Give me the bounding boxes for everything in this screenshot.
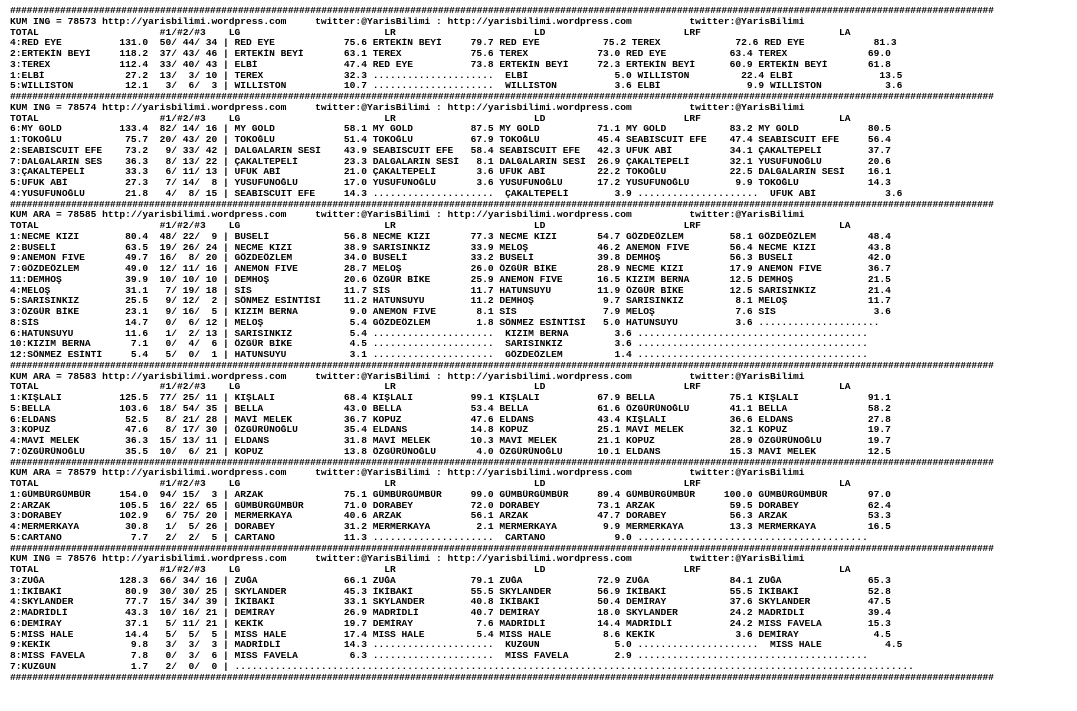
horse-row: 1:ELBİ 27.2 13/ 3/ 10 | TEREX 32.3 ..................... ELBİ 5.0 WILLISTON 22.4 ELBİ 13.5 xyxy=(10,70,903,81)
horse-row: 7:KUZGUN 1.7 2/ 0/ 0 | ...................................................................................................................... xyxy=(10,661,914,672)
horse-row: 1:NECME KIZI 80.4 48/ 22/ 9 | BUSELİ 56.8 NECME KIZI 77.3 NECME KIZI 54.7 GÖZDEÖZLEM 58.1 GÖZDEÖZLEM 48.4 xyxy=(10,231,891,242)
horse-row: 1:GÜMBÜRGÜMBÜR 154.0 94/ 15/ 3 | ARZAK 75.1 GÜMBÜRGÜMBÜR 99.0 GÜMBÜRGÜMBÜR 89.4 GÜMBÜRGÜMBÜR 100.0 GÜMBÜRGÜMBÜR 97.0 xyxy=(10,489,891,500)
race-header: KUM ARA = 78579 http://yarisbilimi.wordpress.com twitter:@YarisBilimi : http://yarisbilimi.wordpress.com twitter:@YarisBilimi xyxy=(10,468,805,479)
horse-row: 5:UFUK ABİ 27.3 7/ 14/ 8 | YUSUFUNOĞLU 17.0 YUSUFUNOĞLU 3.6 YUSUFUNOĞLU 17.2 YUSUFUNOĞLU 9.9 TOKOĞLU 14.3 xyxy=(10,178,891,188)
horse-row: 4:SKYLANDER 77.7 15/ 34/ 39 | İKİBAKİ 33.1 SKYLANDER 40.8 İKİBAKİ 50.4 DEMİRAY 37.6 SKYLANDER 47.5 xyxy=(10,597,891,608)
hash-divider: ################################################################################################################################################################################# xyxy=(10,6,994,16)
horse-row: 5:BELLA 103.6 18/ 54/ 35 | BELLA 43.0 BELLA 53.4 BELLA 61.6 ÖZGÜRÜNOĞLU 41.1 BELLA 58.2 xyxy=(10,403,891,414)
horse-row: 12:SÖNMEZ ESİNTİ 5.4 5/ 0/ 1 | HATUNSUYU 3.1 ..................... GÖZDEÖZLEM 1.4 ........................................ xyxy=(10,350,868,360)
horse-row: 4:MELOŞ 31.1 7/ 19/ 18 | SİS 11.7 SİS 11.7 HATUNSUYU 11.9 ÖZGÜR BİKE 12.5 SARISINKIZ 21.4 xyxy=(10,285,891,296)
horse-row: 5:MISS HALE 14.4 5/ 5/ 5 | MISS HALE 17.4 MISS HALE 5.4 MISS HALE 8.6 KEKİK 3.6 DEMİRAY 4.5 xyxy=(10,629,891,640)
horse-row: 2:BUSELİ 63.5 19/ 26/ 24 | NECME KIZI 38.9 SARISINKIZ 33.9 MELOŞ 46.2 ANEMON FIVE 56.4 NECME KIZI 43.8 xyxy=(10,242,891,253)
horse-row: 4:MERMERKAYA 30.8 1/ 5/ 26 | DORABEY 31.2 MERMERKAYA 2.1 MERMERKAYA 9.9 MERMERKAYA 13.3 MERMERKAYA 16.5 xyxy=(10,522,891,532)
horse-row: 1:TOKOĞLU 75.7 20/ 43/ 20 | TOKOĞLU 51.4 TOKOĞLU 67.9 TOKOĞLU 45.4 SEABISCUIT EFE 47.4 SEABISCUIT EFE 56.4 xyxy=(10,135,891,145)
hash-divider: ################################################################################################################################################################################# xyxy=(10,543,994,554)
hash-divider: ################################################################################################################################################################################# xyxy=(10,199,994,210)
hash-divider: ################################################################################################################################################################################# xyxy=(10,92,994,102)
column-header: TOTAL #1/#2/#3 LG LR LD LRF LA xyxy=(10,479,851,489)
horse-row: 6:HATUNSUYU 11.6 1/ 2/ 13 | SARISINKIZ 5.4 ..................... KIZIM BERNA 3.6 ........................................ xyxy=(10,328,868,339)
race-header: KUM ING = 78576 http://yarisbilimi.wordpress.com twitter:@YarisBilimi : http://yarisbilimi.wordpress.com twitter:@YarisBilimi xyxy=(10,554,805,565)
horse-row: 1:KIŞLALI 125.5 77/ 25/ 11 | KIŞLALI 68.4 KIŞLALI 99.1 KIŞLALI 67.9 BELLA 75.1 KIŞLALI 91.1 xyxy=(10,393,891,403)
horse-row: 5:CARTANO 7.7 2/ 2/ 5 | CARTANO 11.3 ..................... CARTANO 9.0 ........................................ xyxy=(10,532,868,543)
hash-divider: ################################################################################################################################################################################# xyxy=(10,457,994,468)
race-header: KUM ARA = 78585 http://yarisbilimi.wordpress.com twitter:@YarisBilimi : http://yarisbilimi.wordpress.com twitter:@YarisBilimi xyxy=(10,210,805,221)
horse-row: 3:KOPUZ 47.6 8/ 17/ 30 | ÖZGÜRÜNOĞLU 35.4 ELDANS 14.8 KOPUZ 25.1 MAVİ MELEK 32.1 KOPUZ 19.7 xyxy=(10,425,891,436)
horse-row: 4:MAVİ MELEK 36.3 15/ 13/ 11 | ELDANS 31.8 MAVİ MELEK 10.3 MAVİ MELEK 21.1 KOPUZ 28.9 ÖZGÜRÜNOĞLU 19.7 xyxy=(10,436,891,446)
horse-row: 7:DALGALARIN SES 36.3 8/ 13/ 22 | ÇAKALTEPELİ 23.3 DALGALARIN SESİ 8.1 DALGALARIN SESİ 26.9 ÇAKALTEPELİ 32.1 YUSUFUNOĞLU 20.6 xyxy=(10,156,891,167)
horse-row: 4:YUSUFUNOĞLU 21.8 4/ 8/ 15 | SEABISCUIT EFE 14.3 ..................... ÇAKALTEPELİ 3.9 ..................... UFUK ABİ 3.6 xyxy=(10,188,903,199)
horse-row: 7:GÖZDEÖZLEM 49.0 12/ 11/ 16 | ANEMON FIVE 28.7 MELOŞ 26.0 ÖZGÜR BİKE 28.9 NECME KIZI 17.9 ANEMON FIVE 36.7 xyxy=(10,264,891,274)
race-header: KUM ING = 78574 http://yarisbilimi.wordpress.com twitter:@YarisBilimi : http://yarisbilimi.wordpress.com twitter:@YarisBilimi xyxy=(10,102,805,113)
horse-row: 6:ELDANS 52.5 8/ 21/ 28 | MAVİ MELEK 36.7 KOPUZ 47.6 ELDANS 43.4 KIŞLALI 36.6 ELDANS 27.8 xyxy=(10,414,891,425)
horse-row: 3:ÖZGÜR BİKE 23.1 9/ 16/ 5 | KIZIM BERNA 9.0 ANEMON FIVE 8.1 SİS 7.9 MELOŞ 7.6 SİS 3.6 xyxy=(10,307,891,317)
horse-row: 3:ÇAKALTEPELİ 33.3 6/ 11/ 13 | UFUK ABİ 21.0 ÇAKALTEPELİ 3.6 UFUK ABİ 22.2 TOKOĞLU 22.5 DALGALARIN SESİ 16.1 xyxy=(10,167,891,178)
horse-row: 8:MISS FAVELA 7.8 0/ 3/ 6 | MISS FAVELA 6.3 ..................... MISS FAVELA 2.9 ........................................ xyxy=(10,651,868,661)
hash-divider: ################################################################################################################################################################################# xyxy=(10,672,994,683)
horse-row: 10:KIZIM BERNA 7.1 0/ 4/ 6 | ÖZGÜR BİKE 4.5 ..................... SARISINKIZ 3.6 ........................................ xyxy=(10,339,868,350)
horse-row: 5:WILLISTON 12.1 3/ 6/ 3 | WILLISTON 10.7 ..................... WILLISTON 3.6 ELBİ 9.9 WILLISTON 3.6 xyxy=(10,81,903,92)
horse-row: 2:MADRİDLİ 43.3 10/ 16/ 21 | DEMİRAY 26.9 MADRİDLİ 40.7 DEMİRAY 18.0 SKYLANDER 24.2 MADRİDLİ 39.4 xyxy=(10,608,891,618)
column-header: TOTAL #1/#2/#3 LG LR LD LRF LA xyxy=(10,382,851,393)
hash-divider: ################################################################################################################################################################################# xyxy=(10,360,994,371)
horse-row: 9:KEKİK 9.8 3/ 3/ 3 | MADRİDLİ 14.3 ..................... KUZGUN 5.0 ..................... MISS HALE 4.5 xyxy=(10,640,903,651)
horse-row: 7:ÖZGÜRÜNOĞLU 35.5 10/ 6/ 21 | KOPUZ 13.8 ÖZGÜRÜNOĞLU 4.0 ÖZGÜRÜNOĞLU 10.1 ELDANS 15.3 MAVİ MELEK 12.5 xyxy=(10,446,891,457)
column-header: TOTAL #1/#2/#3 LG LR LD LRF LA xyxy=(10,221,851,231)
race-header: KUM ING = 78573 http://yarisbilimi.wordpress.com twitter:@YarisBilimi : http://yarisbilimi.wordpress.com twitter:@YarisBilimi xyxy=(10,16,805,27)
horse-row: 8:SİS 14.7 0/ 6/ 12 | MELOŞ 5.4 GÖZDEÖZLEM 1.8 SÖNMEZ ESİNTİSİ 5.0 HATUNSUYU 3.6 ..................... xyxy=(10,317,880,328)
horse-row: 4:RED EYE 131.0 50/ 44/ 34 | RED EYE 75.6 ERTEKİN BEYİ 79.7 RED EYE 75.2 TEREX 72.6 RED EYE 81.3 xyxy=(10,38,897,49)
horse-row: 3:DORABEY 102.9 6/ 75/ 20 | MERMERKAYA 40.6 ARZAK 56.1 ARZAK 47.7 DORABEY 56.3 ARZAK 53.3 xyxy=(10,511,891,522)
race-header: KUM ARA = 78583 http://yarisbilimi.wordpress.com twitter:@YarisBilimi : http://yarisbilimi.wordpress.com twitter:@YarisBilimi xyxy=(10,371,805,382)
horse-row: 11:DEMHOŞ 39.9 10/ 10/ 10 | DEMHOŞ 20.6 ÖZGÜR BİKE 25.9 ANEMON FIVE 16.5 KIZIM BERNA 12.5 DEMHOŞ 21.5 xyxy=(10,274,891,285)
horse-row: 3:ZUĞA 128.3 66/ 34/ 16 | ZUĞA 66.1 ZUĞA 79.1 ZUĞA 72.9 ZUĞA 84.1 ZUĞA 65.3 xyxy=(10,575,891,586)
column-header: TOTAL #1/#2/#3 LG LR LD LRF LA xyxy=(10,113,851,124)
horse-row: 9:ANEMON FIVE 49.7 16/ 8/ 20 | GÖZDEÖZLEM 34.0 BUSELİ 33.2 BUSELİ 39.8 DEMHOŞ 56.3 BUSELİ 42.0 xyxy=(10,253,891,264)
horse-row: 3:TEREX 112.4 33/ 40/ 43 | ELBİ 47.4 RED EYE 73.8 ERTEKİN BEYİ 72.3 ERTEKİN BEYİ 60.9 ERTEKİN BEYİ 61.8 xyxy=(10,59,891,70)
column-header: TOTAL #1/#2/#3 LG LR LD LRF LA xyxy=(10,27,851,38)
horse-row: 1:İKİBAKİ 80.9 30/ 30/ 25 | SKYLANDER 45.3 İKİBAKİ 55.5 SKYLANDER 56.9 İKİBAKİ 55.5 İKİBAKİ 52.8 xyxy=(10,586,891,597)
horse-row: 2:ERTEKİN BEYİ 118.2 37/ 43/ 46 | ERTEKİN BEYİ 63.1 TEREX 75.6 TEREX 73.0 RED EYE 63.4 TEREX 69.0 xyxy=(10,49,891,59)
horse-row: 6:MY GOLD 133.4 82/ 14/ 16 | MY GOLD 58.1 MY GOLD 87.5 MY GOLD 71.1 MY GOLD 83.2 MY GOLD 80.5 xyxy=(10,124,891,135)
horse-row: 6:DEMİRAY 37.1 5/ 11/ 21 | KEKİK 19.7 DEMİRAY 7.6 MADRİDLİ 14.4 MADRİDLİ 24.2 MISS FAVELA 15.3 xyxy=(10,618,891,629)
horse-row: 2:ARZAK 105.5 16/ 22/ 65 | GÜMBÜRGÜMBÜR 71.0 DORABEY 72.0 DORABEY 73.1 ARZAK 59.5 DORABEY 62.4 xyxy=(10,500,891,511)
horse-row: 2:SEABISCUIT EFE 73.2 9/ 33/ 42 | DALGALARIN SESİ 43.9 SEABISCUIT EFE 58.4 SEABISCUIT EFE 42.3 UFUK ABİ 34.1 ÇAKALTEPELİ 37.7 xyxy=(10,145,891,156)
horse-row: 5:SARISINKIZ 25.5 9/ 12/ 2 | SÖNMEZ ESİNTİSİ 11.2 HATUNSUYU 11.2 DEMHOŞ 9.7 SARISINKIZ 8.1 MELOŞ 11.7 xyxy=(10,296,891,307)
column-header: TOTAL #1/#2/#3 LG LR LD LRF LA xyxy=(10,565,851,575)
